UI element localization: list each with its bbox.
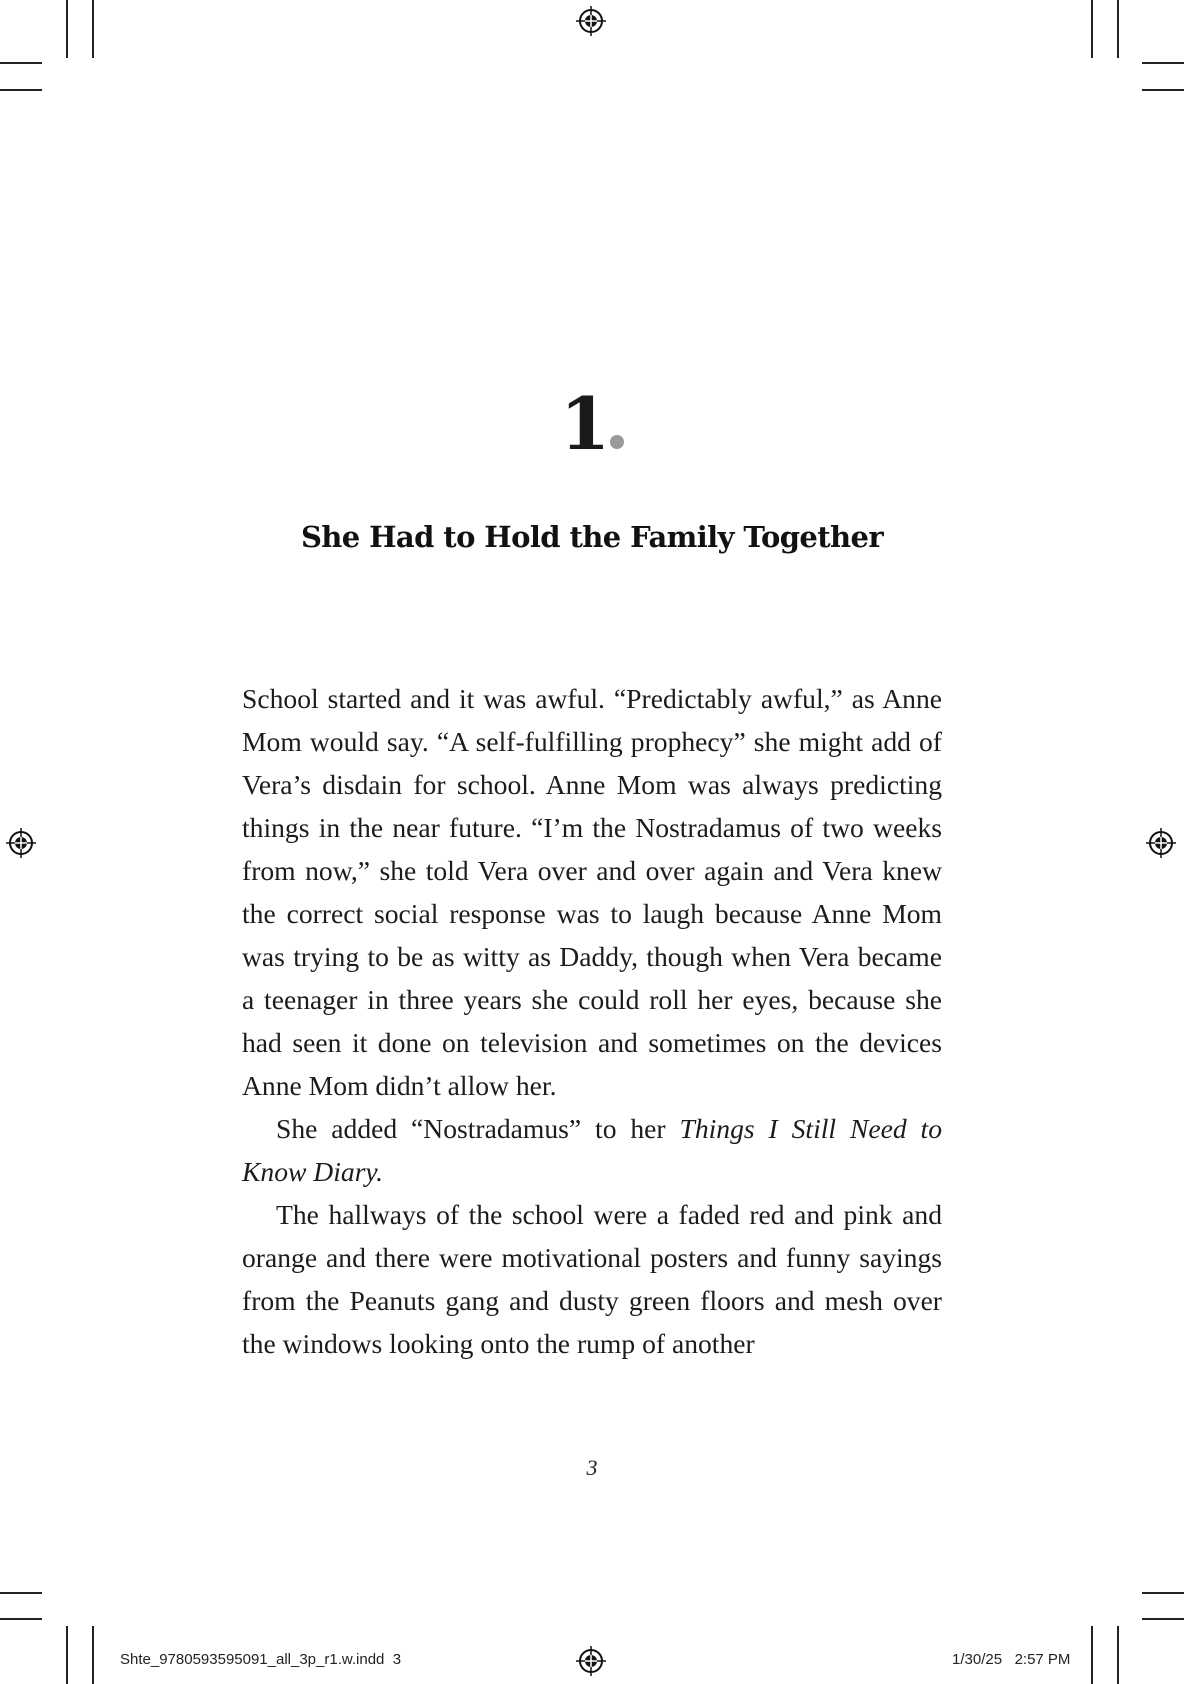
- crop-mark-top-left-inner: [92, 0, 94, 58]
- slug-time: 2:57 PM: [1014, 1651, 1071, 1668]
- slug-date: [952, 1651, 1070, 1668]
- crop-mark-top-left-outer: [66, 0, 68, 58]
- crop-mark-top-right-inner: [1091, 0, 1093, 58]
- registration-mark-icon: [576, 1646, 606, 1676]
- chapter-title: She Had to Hold the Family Together: [300, 520, 884, 554]
- crop-mark-top-right-horizontal-2: [1142, 62, 1184, 64]
- crop-mark-bottom-left-horizontal-2: [0, 1618, 42, 1620]
- chapter-number-text: 1: [559, 381, 609, 466]
- slug-page: 3: [392, 1651, 402, 1668]
- registration-mark-icon: [1146, 828, 1176, 858]
- chapter-number-dot: [610, 435, 624, 449]
- diary-title: Things I Still Need to Know Diary.: [242, 1113, 942, 1187]
- slug-filename-text: Shte_9780593595091_all_3p_r1.w.indd: [120, 1651, 385, 1668]
- crop-mark-bottom-left-inner: [92, 1626, 94, 1684]
- paragraph-2-text: She added “Nostradamus” to her: [276, 1113, 680, 1144]
- page-number: 3: [586, 1455, 598, 1480]
- slug-filename: [120, 1651, 401, 1668]
- crop-mark-bottom-right-horizontal: [1142, 1592, 1184, 1594]
- crop-mark-bottom-right-horizontal-2: [1142, 1618, 1184, 1620]
- crop-mark-top-right-outer: [1117, 0, 1119, 58]
- crop-mark-top-right-horizontal: [1142, 89, 1184, 91]
- chapter-number: [0, 381, 1184, 466]
- body-text: [242, 677, 942, 1365]
- slug-date-text: 1/30/25: [952, 1651, 1003, 1668]
- crop-mark-bottom-left-horizontal: [0, 1592, 42, 1594]
- registration-mark-icon: [6, 828, 36, 858]
- paragraph-1: School started and it was awful. “Predictably awful,” as Anne Mom would say. “A self-fulfilling prophecy” she might add of Vera’s disdain for school. Anne Mom was always predicting things in the near future. “I’m the Nostradamus of two weeks from now,” she told Vera over and over again and Vera knew the correct social response was to laugh because Anne Mom was trying to be as witty as Daddy, though when Vera became a teenager in three years she could roll her eyes, because she had seen it done on television and sometimes on the devices Anne Mom didn’t allow her.: [242, 683, 942, 1101]
- paragraph-2: [242, 1107, 942, 1193]
- crop-mark-bottom-right-outer: [1117, 1626, 1119, 1684]
- registration-mark-icon: [576, 6, 606, 36]
- crop-mark-top-left-horizontal-2: [0, 62, 42, 64]
- crop-mark-bottom-right-inner: [1091, 1626, 1093, 1684]
- crop-mark-bottom-left-outer: [66, 1626, 68, 1684]
- crop-mark-top-left-horizontal: [0, 89, 42, 91]
- paragraph-3: The hallways of the school were a faded red and pink and orange and there were motivational posters and funny sayings from the Peanuts gang and dusty green floors and mesh over the windows looking onto the rump of another: [242, 1199, 942, 1359]
